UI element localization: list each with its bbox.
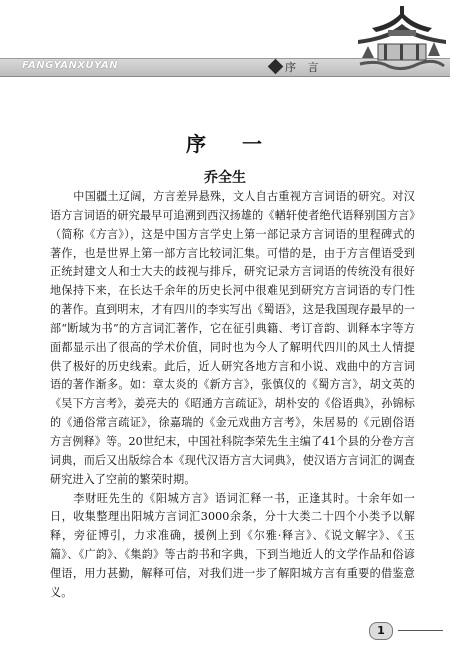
page-number-rule [398,630,443,631]
author-name: 乔全生 [204,170,246,186]
paragraph: 李财旺先生的《阳城方言》语词汇释一书，正逢其时。十余年如一日，收集整理出阳城方言词汇3000余条，分十大类二十四个小类予以解释，旁征博引，力求准确，援例上到《尔雅·释言》、《说文解字》、《玉篇》、《广韵》、《集韵》等古韵书和字典，下到当地近人的文学作品和俗谚俚语，用力甚勤，解释可信，对我们进一步了解阳城方言有重要的借鉴意义。 [50,491,415,599]
pavilion-illustration [358,6,446,76]
paragraph: 中国疆土辽阔，方言差异悬殊，文人自古重视方言词语的研究。对汉语方言词语的研究最早可追溯到西汉扬雄的《輶轩使者绝代语释别国方言》（简称《方言》），这是中国方言学史上第一部记录方言词语的里程碑式的著作，也是世界上第一部方言比较词汇集。可惜的是，由于方言俚语受到正统封建文人和士大夫的歧视与排斥，研究记录方言词语的传统没有很好地保持下来，在长达千余年的历史长河中很难见到研究方言词语的专门性的著作。直到明末，才有四川的李实写出《蜀语》，这是我国现存最早的一部“断域为书”的方言词汇著作，它在征引典籍、考订音韵、训释本字等方面都显示出了很高的学术价值，同时也为今人了解明代四川的风土人情提供了极好的历史线索。此后，近人研究各地方言和小说、戏曲中的方言词语的著作渐多。如：章太炎的《新方言》，张慎仪的《蜀方言》，胡文英的《吴下方言考》，姜亮夫的《昭通方言疏证》，胡朴安的《俗语典》，孙锦标的《通俗常言疏证》，徐嘉瑞的《金元戏曲方言考》，朱居易的《元剧俗语方言例释》等。20世纪末，中国社科院李荣先生主编了41个县的分卷方言词典，而后又出版综合本《现代汉语方言大词典》，使汉语方言词汇的调查研究进入了空前的繁荣时期。 [50,190,415,486]
title-number: 一 [242,132,264,156]
body-text [50,188,415,603]
chapter-title [0,128,450,157]
running-title: FANGYANXUYAN [22,60,119,71]
title-main: 序 [186,132,208,156]
section-label: 序 言 [285,61,323,74]
page-number: 1 [369,622,393,640]
